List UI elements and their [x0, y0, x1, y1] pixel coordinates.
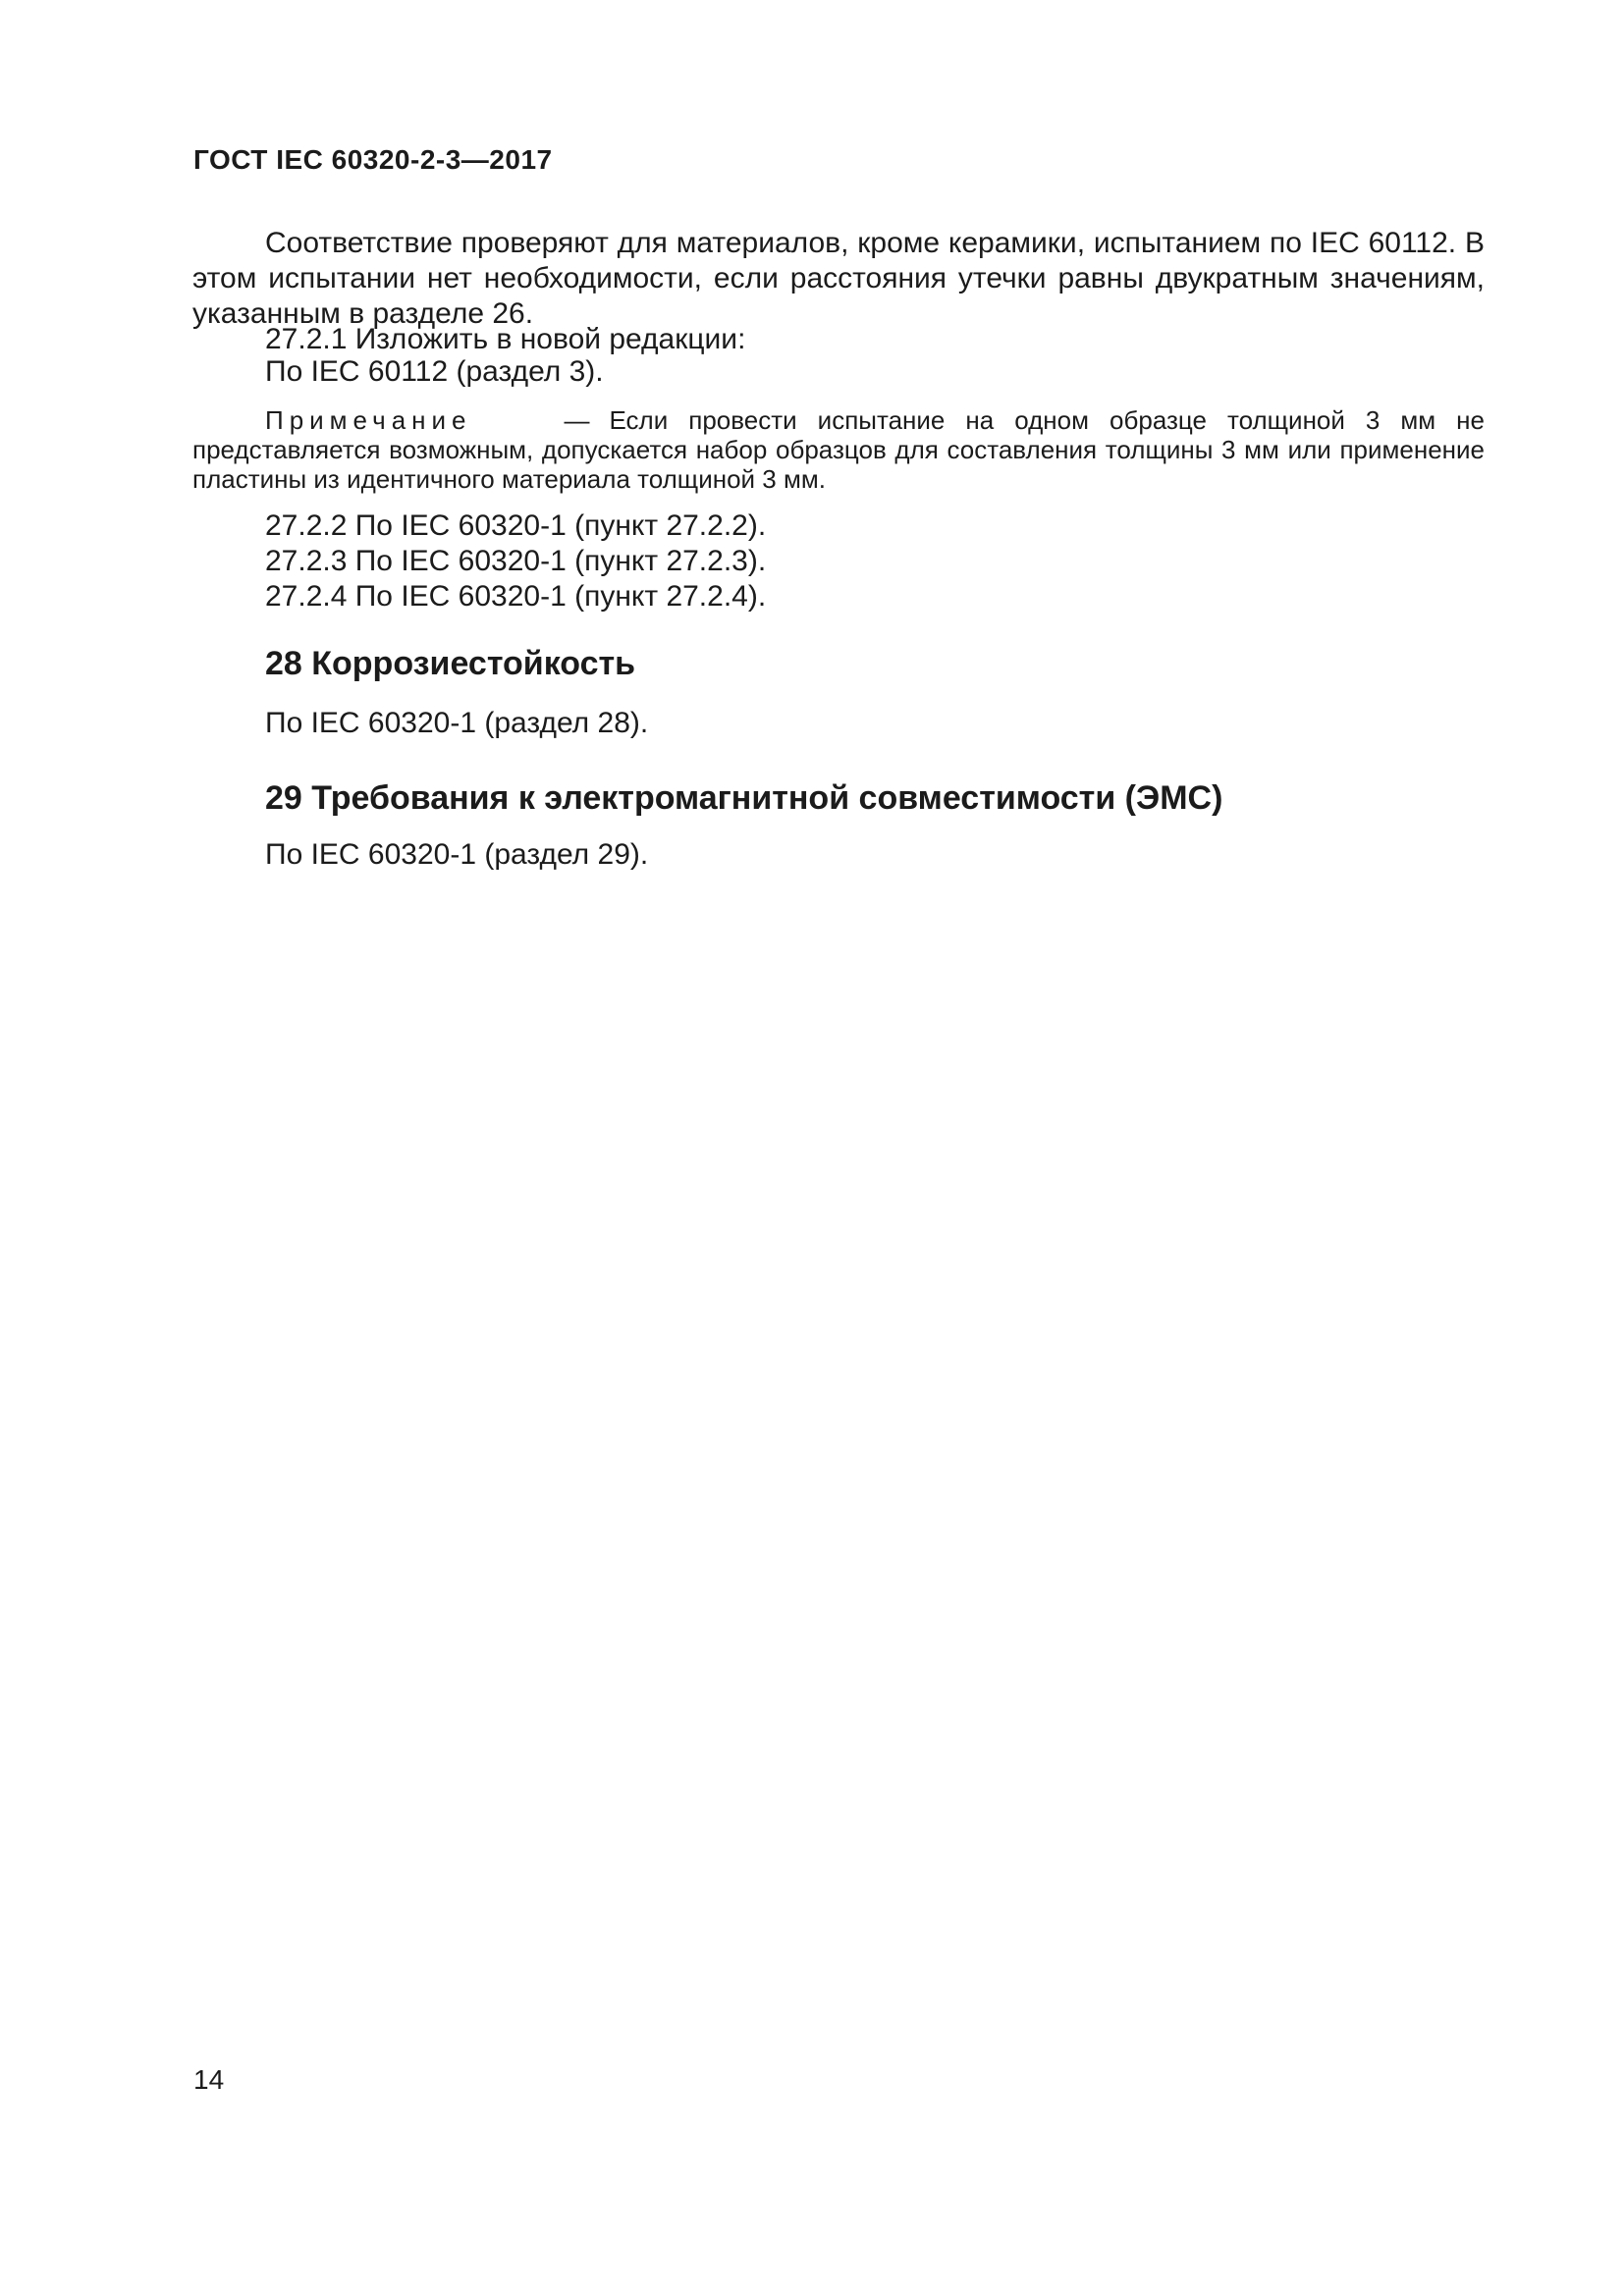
note-label: Примечание: [265, 405, 472, 435]
section-29-body: По IEC 60320-1 (раздел 29).: [265, 838, 649, 871]
clause-27-2-1-title: 27.2.1 Изложить в новой редакции:: [265, 323, 746, 355]
page-number: 14: [193, 2064, 225, 2095]
section-29-heading: 29 Требования к электромагнитной совместимости (ЭМС): [265, 779, 1223, 817]
note-text: Если провести испытание на одном образце толщиной 3 мм не представляется возможным, допускается набор образцов для составления толщины 3 мм или применение пластины из идентичного материала толщиной 3 мм.: [192, 405, 1485, 494]
document-code-header: ГОСТ IEC 60320-2-3—2017: [193, 144, 553, 175]
section-28-body: По IEC 60320-1 (раздел 28).: [265, 707, 649, 739]
paragraph-conformity-check: Соответствие проверяют для материалов, кроме керамики, испытанием по IEC 60112. В этом испытании нет необходимости, если расстояния утечки равны двукратным значениям, указанным в разделе 26.: [192, 227, 1485, 330]
section-28-heading: 28 Коррозиестойкость: [265, 645, 636, 682]
clause-27-2-4: 27.2.4 По IEC 60320-1 (пункт 27.2.4).: [265, 580, 767, 613]
clause-27-2-2: 27.2.2 По IEC 60320-1 (пункт 27.2.2).: [265, 509, 767, 542]
note-paragraph: [192, 405, 1485, 494]
clause-27-2-3: 27.2.3 По IEC 60320-1 (пункт 27.2.3).: [265, 545, 767, 577]
clause-list-27-2: [192, 508, 1485, 614]
clause-27-2-1-body: По IEC 60112 (раздел 3).: [265, 355, 604, 388]
note-dash: —: [564, 405, 590, 435]
